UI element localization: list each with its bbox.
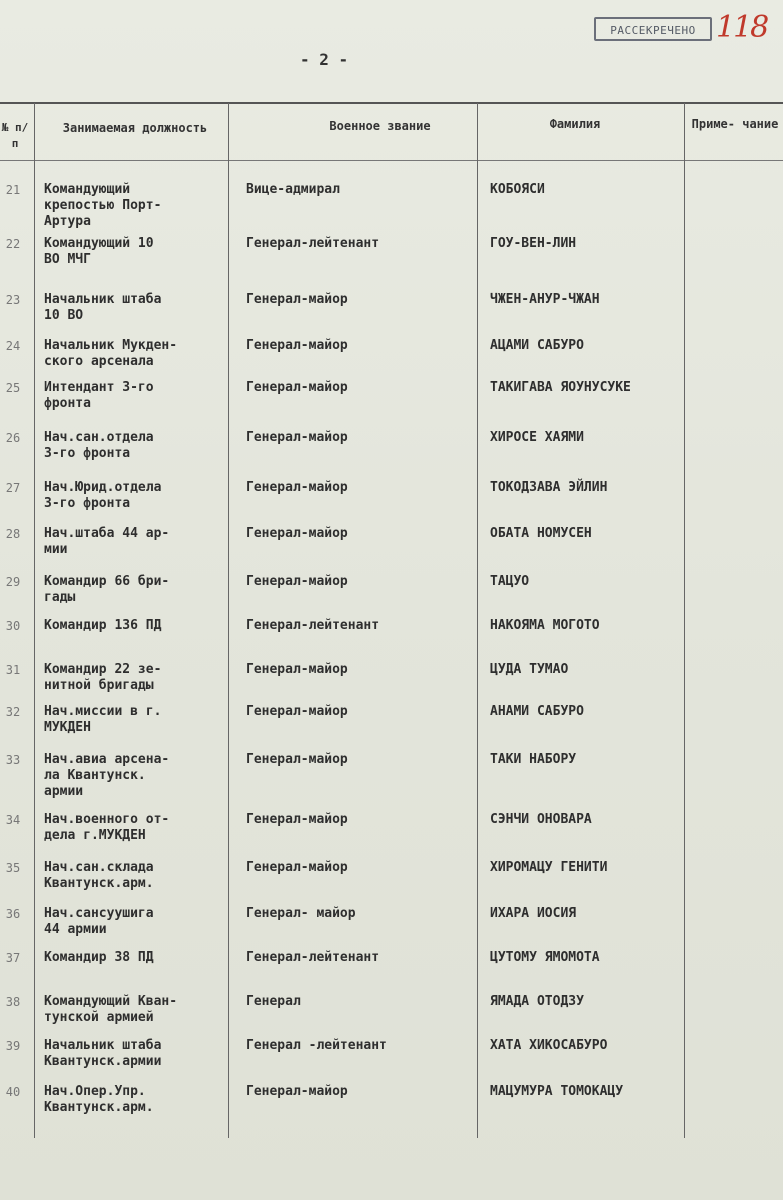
row-number: 24 <box>5 339 21 353</box>
rank-cell: Генерал-майор <box>246 338 348 353</box>
rank-cell: Генерал-майор <box>246 380 348 395</box>
header-note: Приме- чание <box>691 117 779 131</box>
rank-cell: Генерал-майор <box>246 860 348 875</box>
row-number: 32 <box>5 705 21 719</box>
position-cell: Командующий Кван- тунской армией <box>44 994 178 1025</box>
surname-cell: ЦУТОМУ ЯМОМОТА <box>490 950 600 965</box>
rank-cell: Генерал-майор <box>246 292 348 307</box>
row-number: 27 <box>5 481 21 495</box>
rank-cell: Генерал-майор <box>246 752 348 767</box>
row-number: 25 <box>5 381 21 395</box>
table-top-border <box>0 102 783 104</box>
surname-cell: ИХАРА ИОСИЯ <box>490 906 577 921</box>
row-number: 34 <box>5 813 21 827</box>
surname-cell: АНАМИ САБУРО <box>490 704 584 719</box>
surname-cell: ХАТА ХИКОСАБУРО <box>490 1038 608 1053</box>
row-number: 40 <box>5 1085 21 1099</box>
position-cell: Начальник штаба Квантунск.армии <box>44 1038 162 1069</box>
page-number: - 2 - <box>300 50 349 69</box>
row-number: 26 <box>5 431 21 445</box>
surname-cell: ТАКИГАВА ЯОУНУСУКЕ <box>490 380 631 395</box>
row-number: 36 <box>5 907 21 921</box>
position-cell: Нач.миссии в г. МУКДЕН <box>44 704 162 735</box>
row-number: 31 <box>5 663 21 677</box>
rank-cell: Генерал -лейтенант <box>246 1038 387 1053</box>
row-number: 33 <box>5 753 21 767</box>
surname-cell: НАКОЯМА МОГОТО <box>490 618 600 633</box>
surname-cell: ХИРОСЕ ХАЯМИ <box>490 430 584 445</box>
position-cell: Нач.Юрид.отдела 3-го фронта <box>44 480 162 511</box>
surname-cell: КОБОЯСИ <box>490 182 545 197</box>
position-cell: Нач.авиа арсена- ла Квантунск. армии <box>44 752 170 799</box>
row-number: 28 <box>5 527 21 541</box>
rank-cell: Генерал-лейтенант <box>246 236 380 251</box>
position-cell: Нач.военного от- дела г.МУКДЕН <box>44 812 170 843</box>
position-cell: Командир 38 ПД <box>44 950 154 965</box>
surname-cell: ХИРОМАЦУ ГЕНИТИ <box>490 860 608 875</box>
position-cell: Нач.Опер.Упр. Квантунск.арм. <box>44 1084 154 1115</box>
row-number: 22 <box>5 237 21 251</box>
surname-cell: ОБАТА НОМУСЕН <box>490 526 592 541</box>
rank-cell: Генерал-лейтенант <box>246 618 380 633</box>
archive-page-number: 118 <box>716 10 768 45</box>
position-cell: Командир 22 зе- нитной бригады <box>44 662 162 693</box>
position-cell: Интендант 3-го фронта <box>44 380 154 411</box>
rank-cell: Генерал-майор <box>246 1084 348 1099</box>
position-cell: Командир 136 ПД <box>44 618 162 633</box>
row-number: 23 <box>5 293 21 307</box>
surname-cell: АЦАМИ САБУРО <box>490 338 584 353</box>
position-cell: Командир 66 бри- гады <box>44 574 170 605</box>
row-number: 38 <box>5 995 21 1009</box>
surname-cell: МАЦУМУРА ТОМОКАЦУ <box>490 1084 624 1099</box>
rank-cell: Генерал-майор <box>246 704 348 719</box>
row-number: 30 <box>5 619 21 633</box>
rank-cell: Генерал- майор <box>246 906 356 921</box>
row-number: 37 <box>5 951 21 965</box>
position-cell: Начальник Мукден- ского арсенала <box>44 338 178 369</box>
row-number: 21 <box>5 183 21 197</box>
rank-cell: Вице-адмирал <box>246 182 340 197</box>
table-header-divider <box>0 160 783 161</box>
position-cell: Командующий крепостью Порт- Артура <box>44 182 162 229</box>
header-num: № п/п <box>1 121 29 150</box>
declassified-stamp: РАССЕКРЕЧЕНО <box>594 17 712 41</box>
rank-cell: Генерал-майор <box>246 526 348 541</box>
position-cell: Нач.сансуушига 44 армии <box>44 906 154 937</box>
rank-cell: Генерал-майор <box>246 480 348 495</box>
row-number: 39 <box>5 1039 21 1053</box>
rank-cell: Генерал-майор <box>246 574 348 589</box>
position-cell: Начальник штаба 10 ВО <box>44 292 162 323</box>
rank-cell: Генерал-майор <box>246 430 348 445</box>
header-position: Занимаемая должность <box>62 121 208 135</box>
rank-cell: Генерал-майор <box>246 812 348 827</box>
column-divider <box>477 103 478 1138</box>
surname-cell: ТАКИ НАБОРУ <box>490 752 577 767</box>
surname-cell: СЭНЧИ ОНОВАРА <box>490 812 592 827</box>
rank-cell: Генерал <box>246 994 301 1009</box>
rank-cell: Генерал-лейтенант <box>246 950 380 965</box>
header-rank: Военное звание <box>329 119 431 133</box>
position-cell: Нач.сан.склада Квантунск.арм. <box>44 860 154 891</box>
position-cell: Командующий 10 ВО МЧГ <box>44 236 154 267</box>
surname-cell: ЧЖЕН-АНУР-ЧЖАН <box>490 292 600 307</box>
rank-cell: Генерал-майор <box>246 662 348 677</box>
position-cell: Нач.штаба 44 ар- мии <box>44 526 170 557</box>
row-number: 35 <box>5 861 21 875</box>
header-surname: Фамилия <box>549 117 601 131</box>
surname-cell: ЦУДА ТУМАО <box>490 662 569 677</box>
surname-cell: ГОУ-ВЕН-ЛИН <box>490 236 577 251</box>
column-divider <box>34 103 35 1138</box>
surname-cell: ТАЦУО <box>490 574 530 589</box>
row-number: 29 <box>5 575 21 589</box>
surname-cell: ТОКОДЗАВА ЭЙЛИН <box>490 480 608 495</box>
position-cell: Нач.сан.отдела 3-го фронта <box>44 430 154 461</box>
surname-cell: ЯМАДА ОТОДЗУ <box>490 994 584 1009</box>
